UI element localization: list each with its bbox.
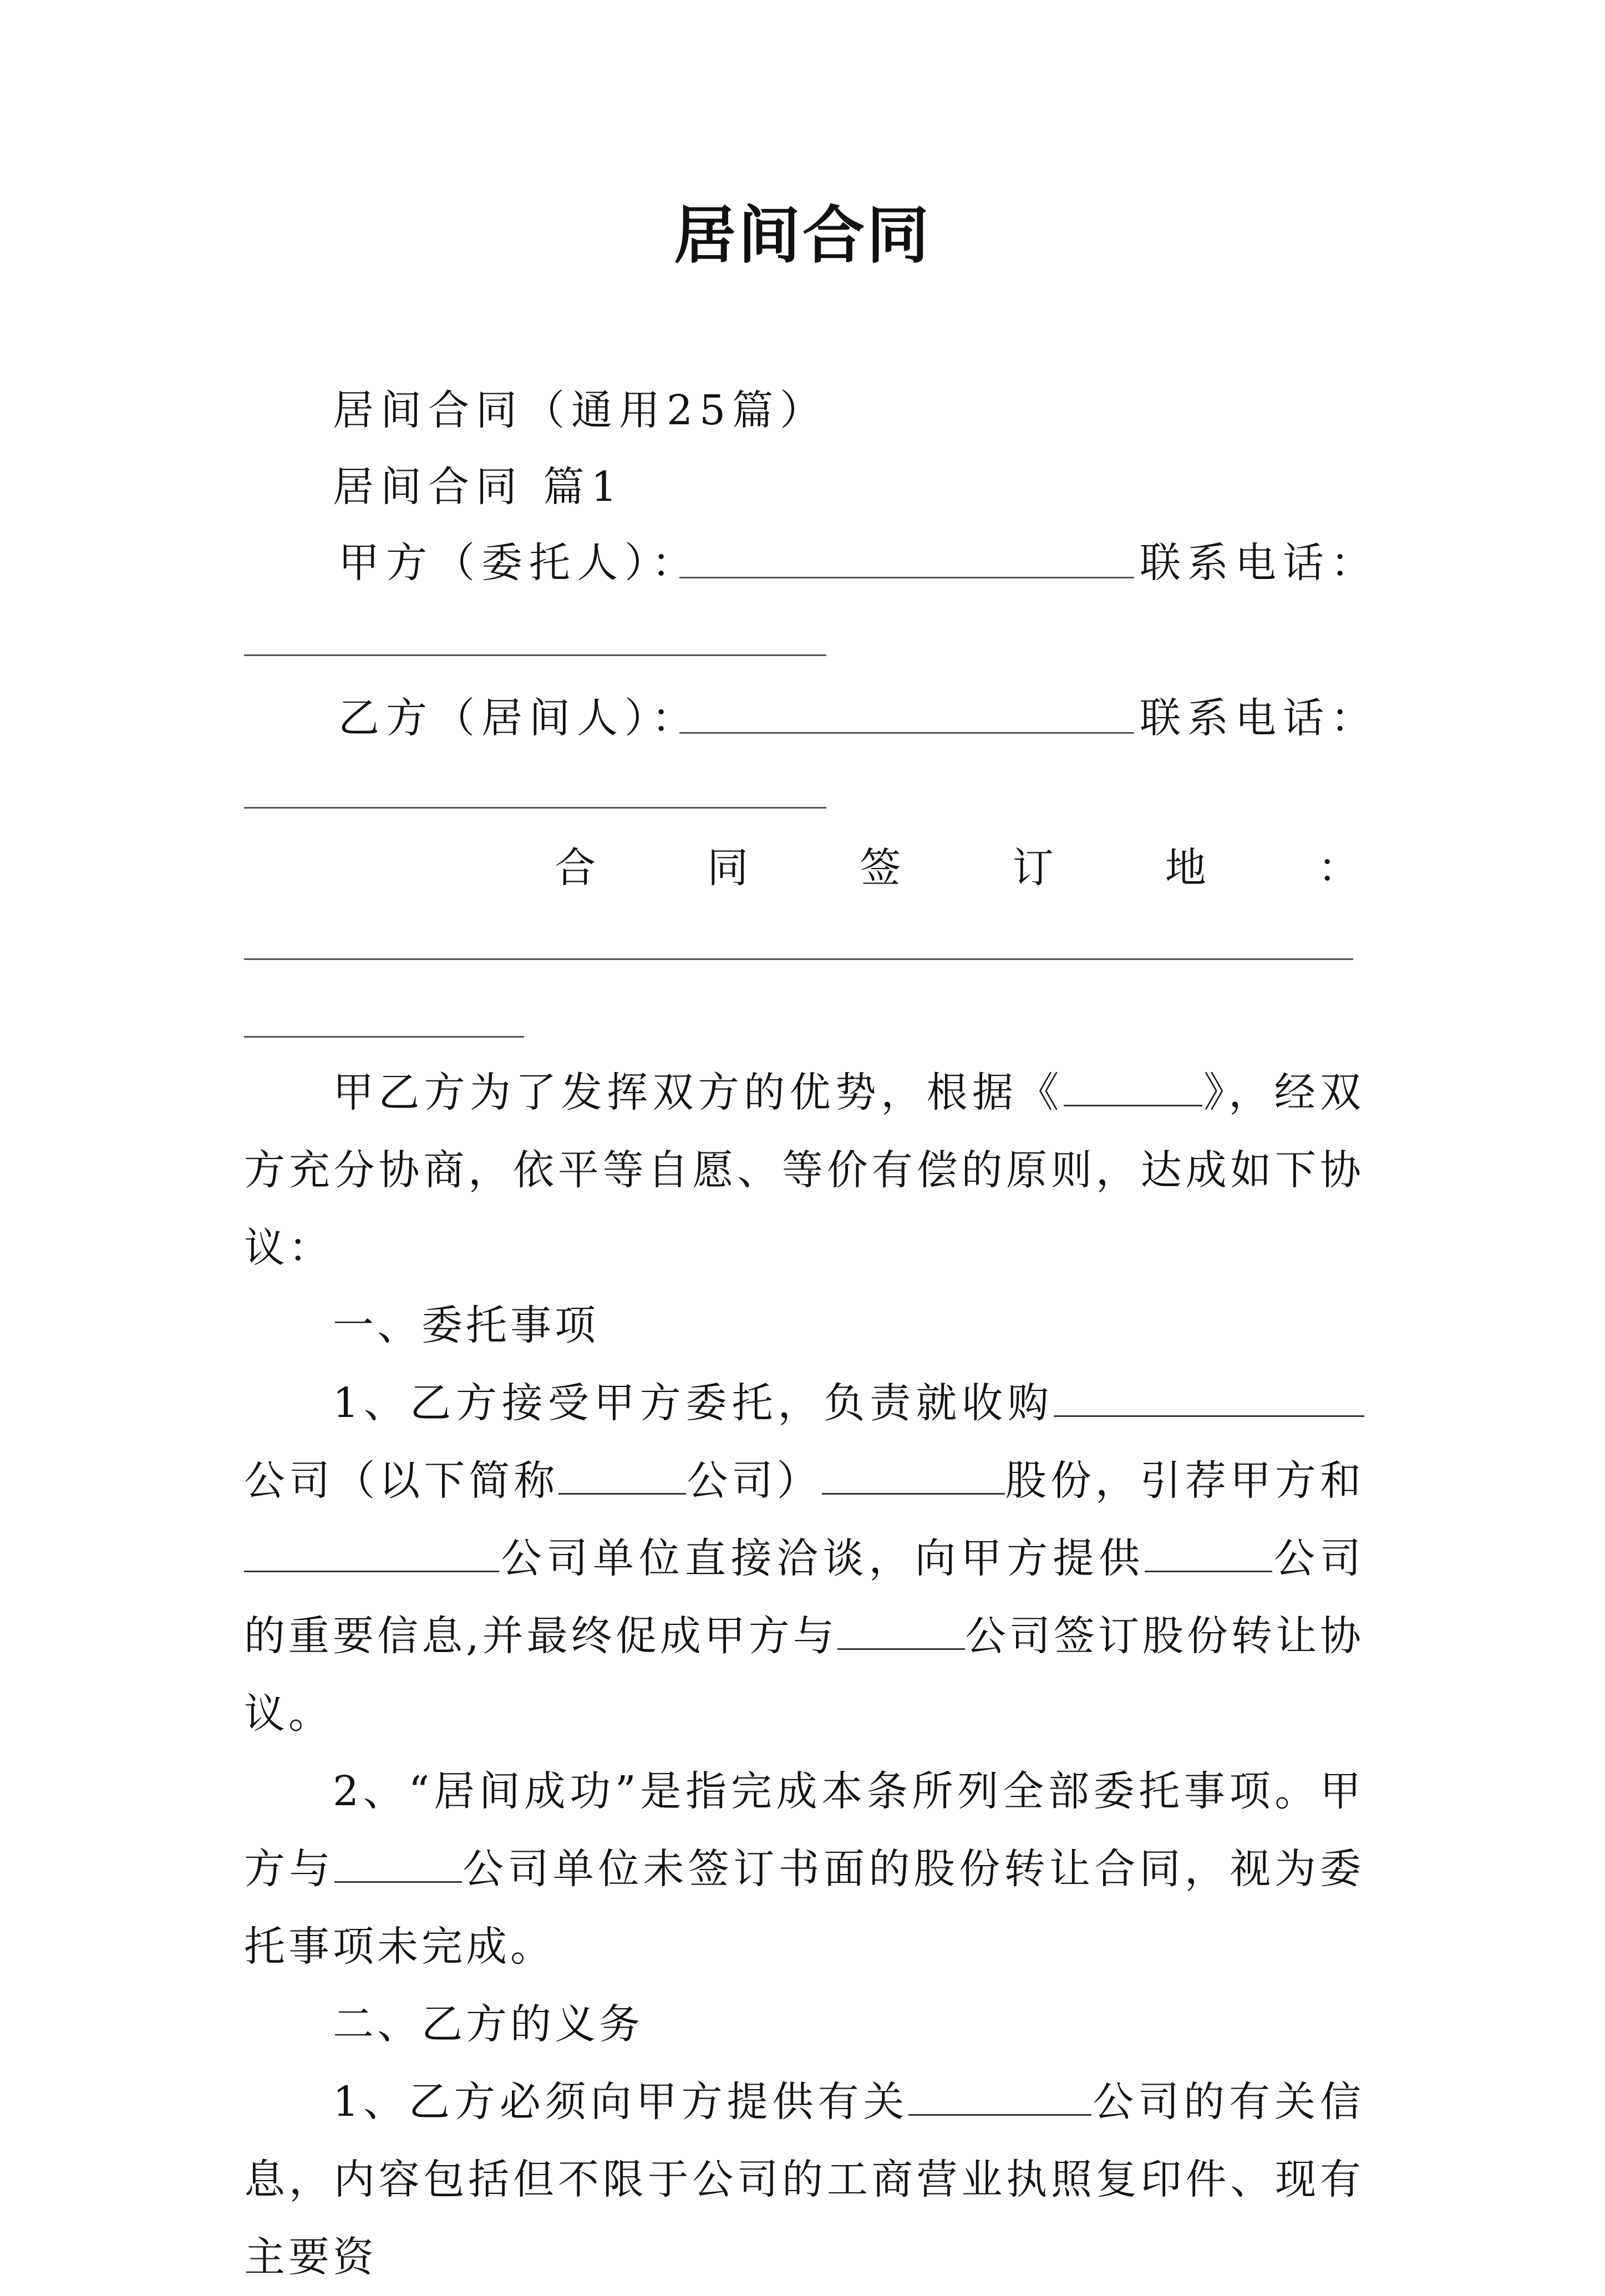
signing-char: ： — [1317, 844, 1359, 892]
info-company-blank — [1145, 1536, 1272, 1572]
signing-char: 地 — [1165, 844, 1206, 892]
party-a-name-blank — [679, 577, 1134, 578]
text-span: 公司（以下简称 — [244, 1457, 559, 1505]
text-span: 2、“居间成功”是指完成本条所列全部委托事项。甲方与 — [244, 1767, 1364, 1893]
party-a-phone-blank — [244, 654, 826, 656]
party-a-phone-label: 联系电话： — [1140, 539, 1378, 587]
signing-char: 签 — [860, 844, 901, 892]
signing-place-blank-2 — [244, 1036, 524, 1038]
text-span: 公司单位未签订书面的股份转让合同，视为委托事项未完成。 — [244, 1845, 1365, 1970]
text-span: 》，经双方充分协商，依平等自愿、等价有偿的原则，达成如下协议： — [244, 1069, 1365, 1272]
text-span: 公司签订股份转让协议。 — [244, 1612, 1364, 1738]
party-b-phone-blank — [244, 807, 826, 809]
section-heading: 居间合同 篇1 — [333, 463, 624, 511]
text-span: 股份，引荐甲方和 — [1004, 1457, 1365, 1505]
party-a-label: 甲方（委托人）： — [338, 539, 699, 587]
paragraph-obligation-1 — [244, 2063, 1364, 2296]
text-span: 甲乙方为了发挥双方的优势，根据《 — [333, 1069, 1064, 1116]
document-title: 居间合同 — [674, 199, 931, 272]
text-span: 公司的有关信息，内容包括但不限于公司的工商营业执照复印件、现有主要资 — [244, 2078, 1364, 2281]
text-span: 公司的重要信息,并最终促成甲方与 — [244, 1535, 1365, 1660]
body-text — [244, 1054, 1364, 2296]
paragraph-item-1 — [244, 1364, 1364, 1753]
party-b-name-blank — [679, 732, 1134, 734]
signing-place-label — [555, 840, 1359, 896]
text-span: 公司单位直接洽谈，向甲方提供 — [499, 1535, 1145, 1582]
paragraph-item-2 — [244, 1753, 1364, 1985]
party-b-label: 乙方（居间人）： — [338, 694, 699, 742]
text-span: 1、乙方必须向甲方提供有关 — [333, 2078, 909, 2126]
short-name-blank — [558, 1459, 686, 1495]
text-span: 公司） — [686, 1457, 822, 1505]
heading-party-b-obligations: 二、乙方的义务 — [333, 2000, 643, 2048]
signing-char: 合 — [555, 844, 596, 892]
acquired-company-blank — [1054, 1381, 1364, 1417]
unit-company-blank — [334, 1847, 462, 1883]
info-company-blank-2 — [908, 2080, 1091, 2116]
counterparty-blank — [244, 1536, 499, 1572]
signing-char: 订 — [1012, 844, 1054, 892]
subtitle: 居间合同（通用25篇） — [333, 387, 828, 434]
agreement-company-blank — [837, 1614, 965, 1650]
text-span: 1、乙方接受甲方委托，负责就收购 — [333, 1379, 1054, 1427]
signing-place-blank-1 — [244, 958, 1353, 960]
paragraph-preamble — [244, 1054, 1364, 1287]
party-b-phone-label: 联系电话： — [1140, 694, 1378, 742]
shares-blank — [822, 1459, 1005, 1495]
signing-char: 同 — [707, 844, 749, 892]
heading-entrusted-matters: 一、委托事项 — [333, 1302, 599, 1349]
law-name-blank — [1064, 1070, 1202, 1106]
